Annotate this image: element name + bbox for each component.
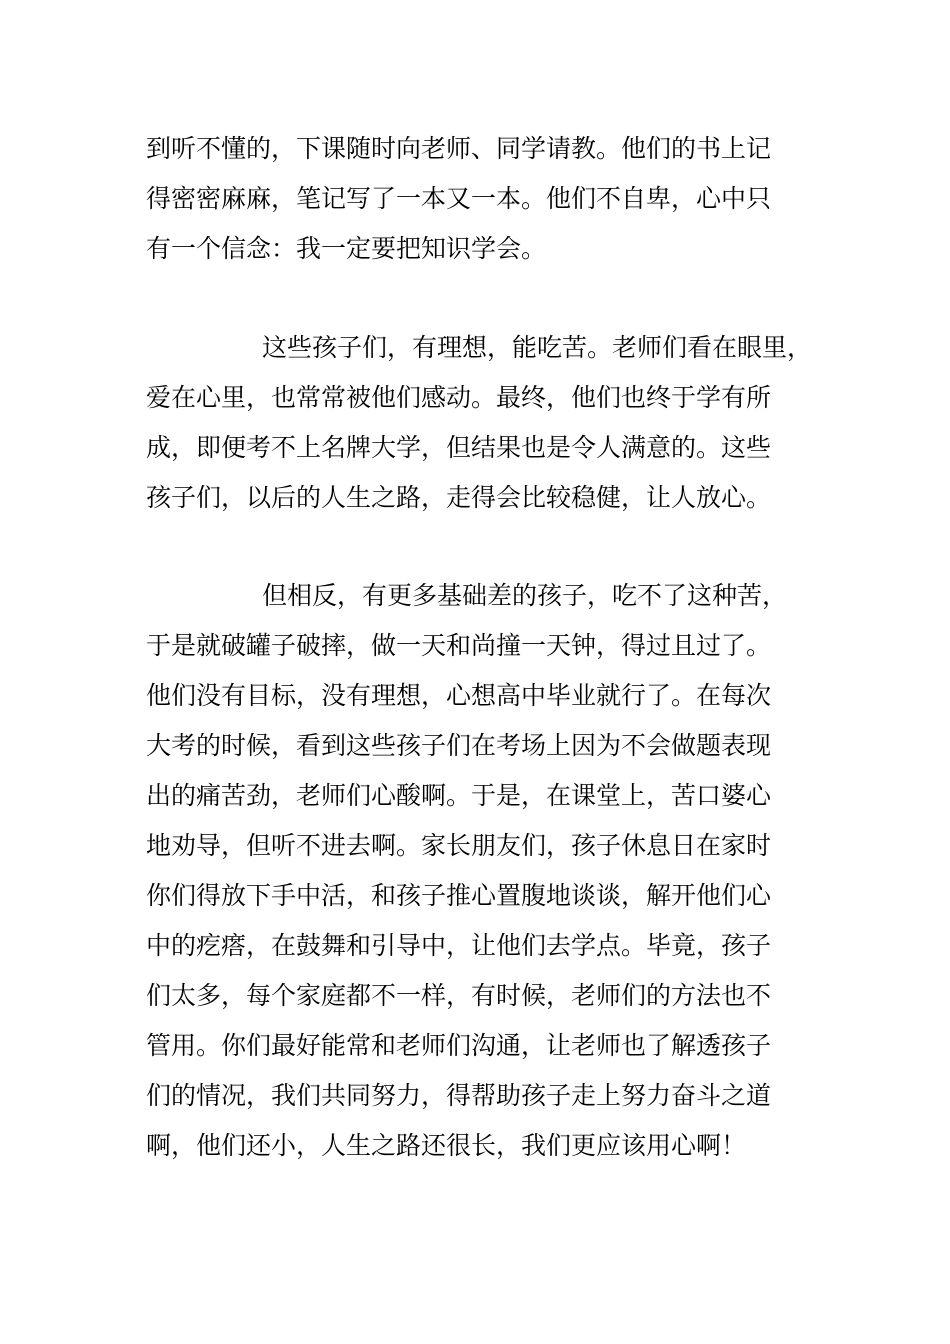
paragraph-line: 出的痛苦劲，老师们心酸啊。于是，在课堂上，苦口婆心	[146, 781, 772, 810]
paragraph-line: 但相反，有更多基础差的孩子，吃不了这种苦，	[262, 581, 788, 610]
paragraph-line: 地劝导，但听不进去啊。家长朋友们，孩子休息日在家时	[146, 831, 772, 860]
paragraph-2	[146, 323, 826, 523]
paragraph-line: 他们没有目标，没有理想，心想高中毕业就行了。在每次	[146, 681, 772, 710]
paragraph-line: 管用。你们最好能常和老师们沟通，让老师也了解透孩子	[146, 1031, 772, 1060]
paragraph-line: 这些孩子们，有理想，能吃苦。老师们看在眼里，	[262, 333, 813, 362]
paragraph-line: 到听不懂的，下课随时向老师、同学请教。他们的书上记	[146, 134, 772, 163]
paragraph-line: 你们得放下手中活，和孩子推心置腹地谈谈，解开他们心	[146, 881, 772, 910]
paragraph-line: 得密密麻麻，笔记写了一本又一本。他们不自卑，心中只	[146, 184, 772, 213]
paragraph-line: 们太多，每个家庭都不一样，有时候，老师们的方法也不	[146, 981, 772, 1010]
paragraph-line: 有一个信念：我一定要把知识学会。	[146, 234, 547, 263]
paragraph-line: 孩子们，以后的人生之路，走得会比较稳健，让人放心。	[146, 483, 772, 512]
paragraph-line: 们的情况，我们共同努力，得帮助孩子走上努力奋斗之道	[146, 1081, 772, 1110]
paragraph-line: 爱在心里，也常常被他们感动。最终，他们也终于学有所	[146, 383, 772, 412]
paragraph-line: 于是就破罐子破摔，做一天和尚撞一天钟，得过且过了。	[146, 631, 772, 660]
paragraph-3	[146, 571, 826, 1171]
paragraph-line: 中的疙瘩，在鼓舞和引导中，让他们去学点。毕竟，孩子	[146, 931, 772, 960]
paragraph-line: 成，即便考不上名牌大学，但结果也是令人满意的。这些	[146, 433, 772, 462]
paragraph-line: 啊，他们还小，人生之路还很长，我们更应该用心啊！	[146, 1131, 747, 1160]
paragraph-1	[146, 124, 826, 274]
paragraph-line: 大考的时候，看到这些孩子们在考场上因为不会做题表现	[146, 731, 772, 760]
